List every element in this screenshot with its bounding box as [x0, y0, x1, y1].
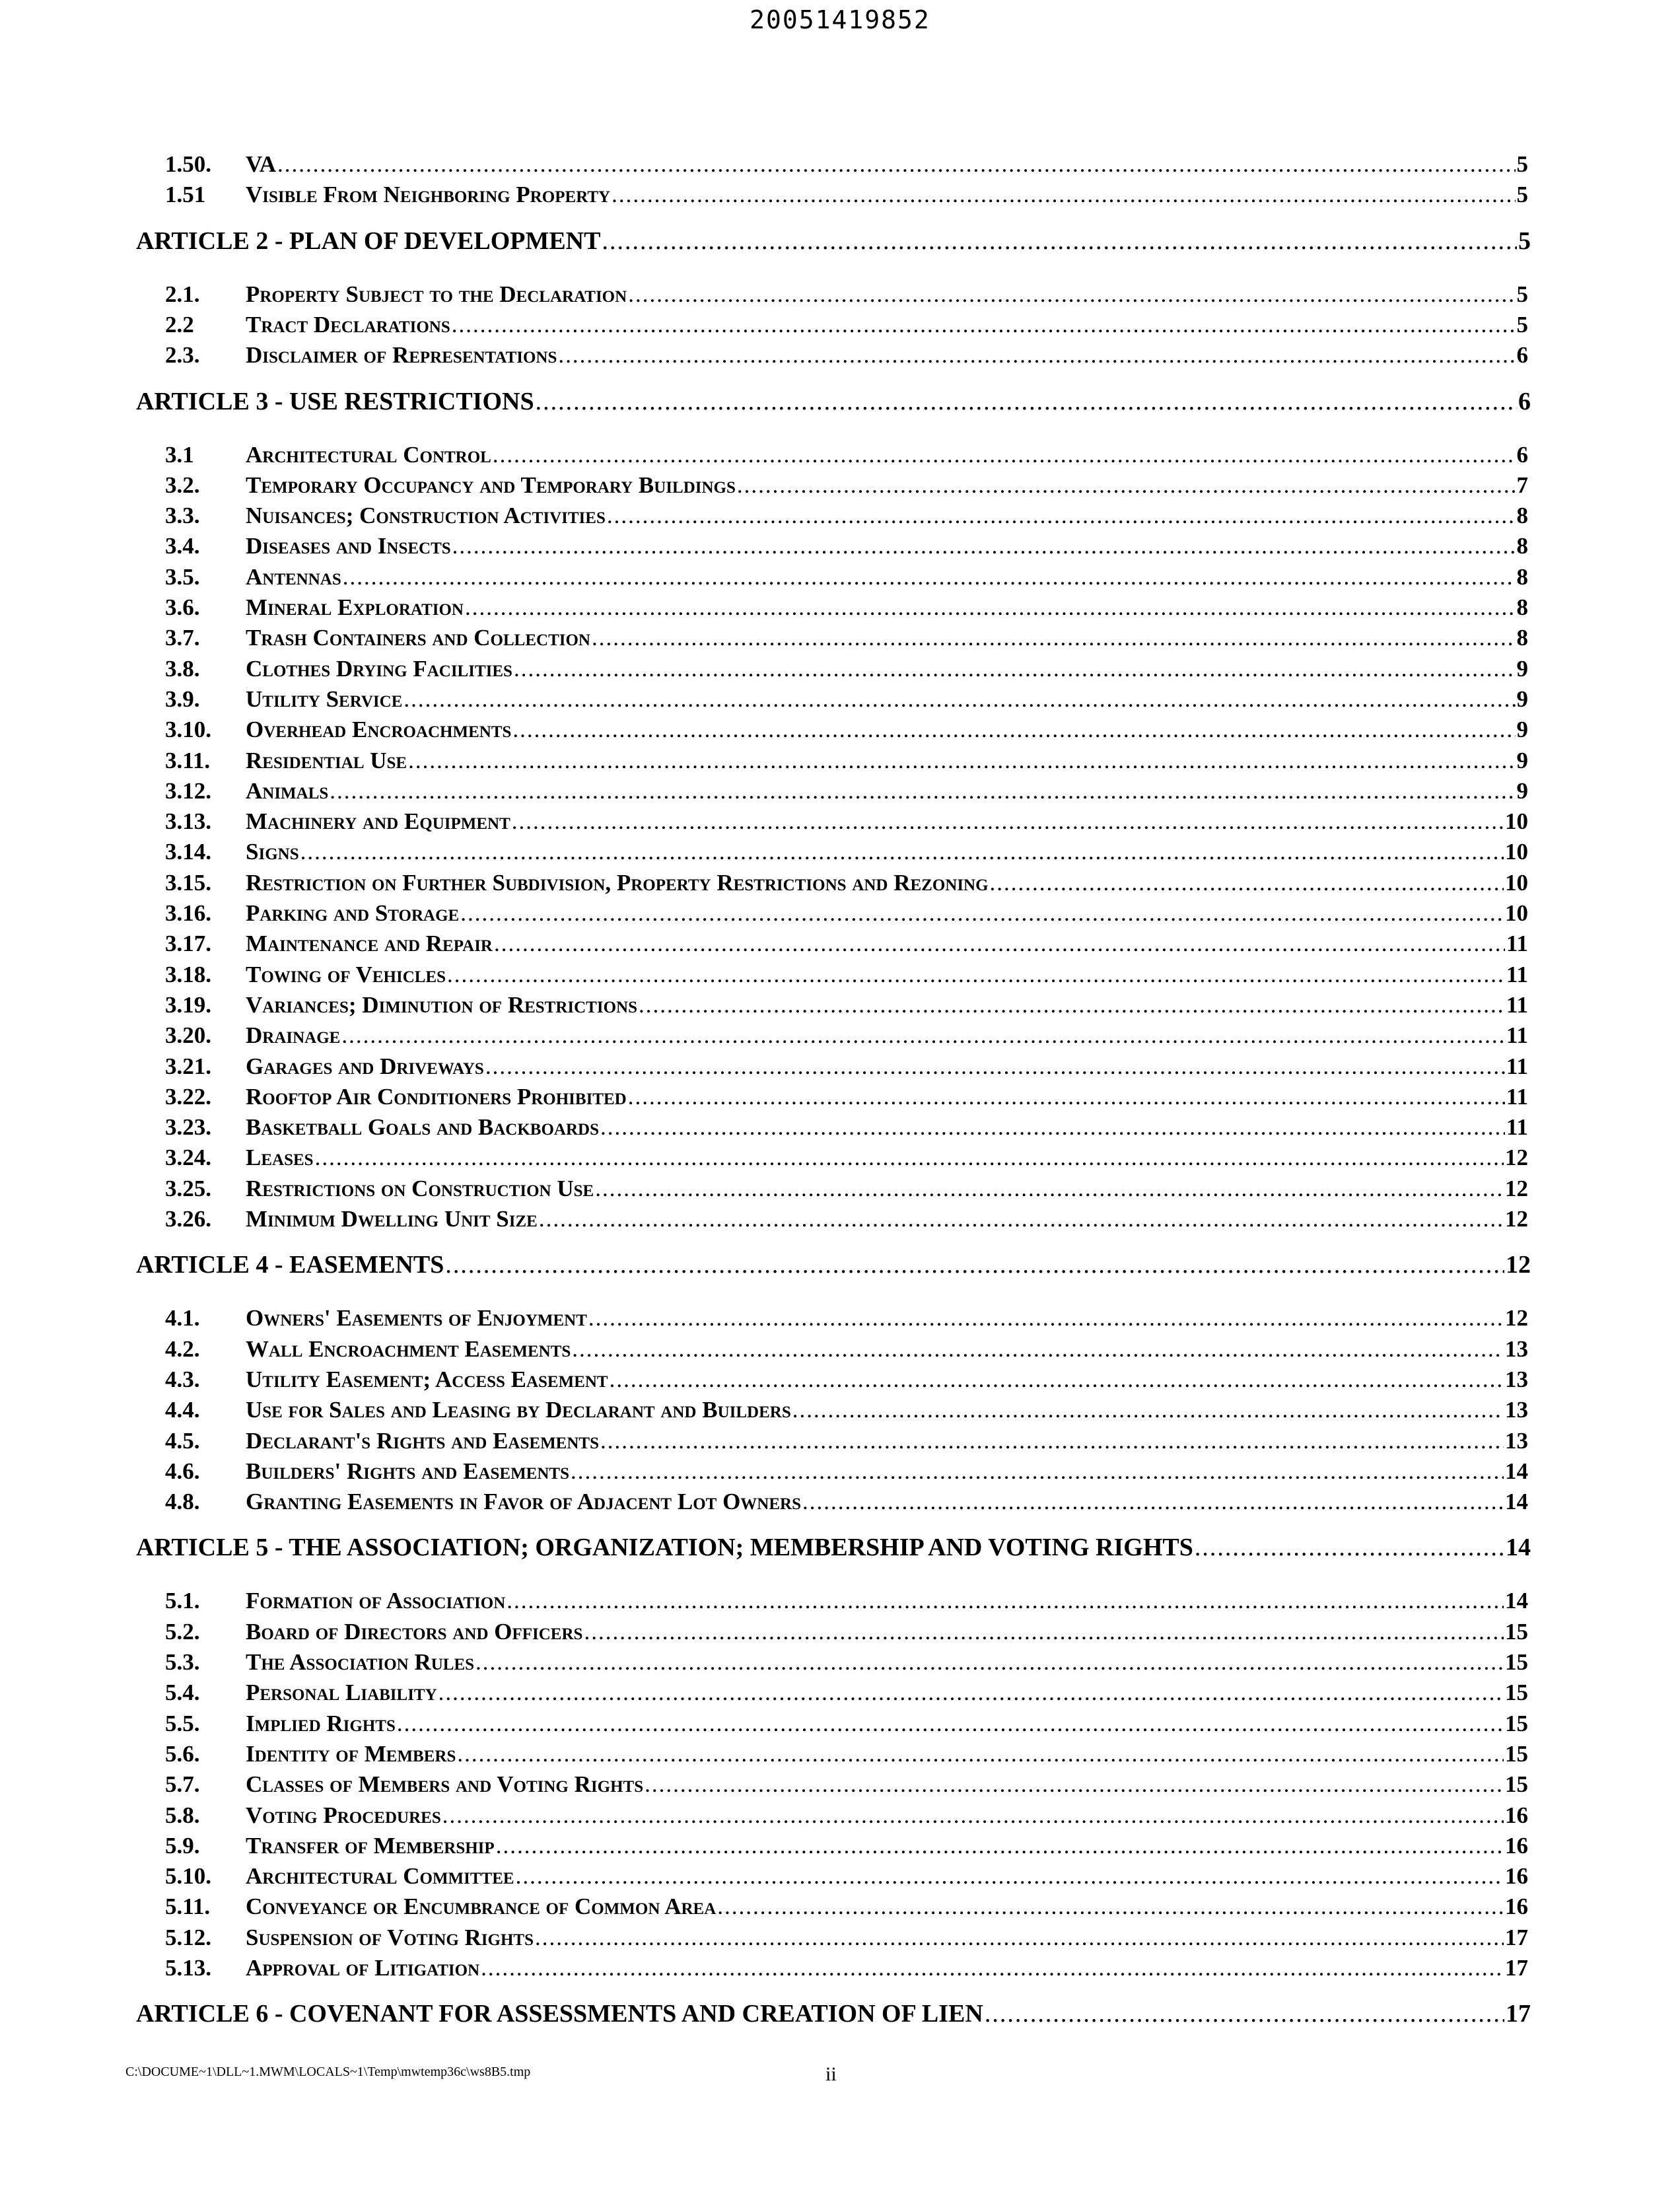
- toc-entry: [0, 1709, 1680, 1739]
- toc-entry: [0, 470, 1680, 501]
- dot-leader: [496, 1831, 1504, 1861]
- dot-leader: [639, 990, 1505, 1020]
- footer-file-path: C:\DOCUME~1\DLL~1.MWM\LOCALS~1\Temp\mwtemp36c\ws8B5.tmp: [125, 2065, 531, 2079]
- section-page-number: 11: [1506, 991, 1528, 1018]
- dot-leader: [1195, 1530, 1504, 1565]
- toc-entry: [0, 501, 1680, 531]
- toc-entry: [0, 1800, 1680, 1831]
- section-number: 2.3.: [165, 342, 200, 369]
- section-number: 3.5.: [165, 563, 200, 590]
- section-number: 3.4.: [165, 533, 200, 559]
- section-page-number: 16: [1505, 1863, 1528, 1890]
- dot-leader: [612, 180, 1515, 210]
- section-page-number: 14: [1505, 1489, 1528, 1515]
- toc-entry: [0, 592, 1680, 623]
- section-number: 5.10.: [165, 1863, 211, 1890]
- toc-entry: [0, 1395, 1680, 1425]
- section-number: 3.21.: [165, 1053, 211, 1079]
- dot-leader: [595, 1174, 1504, 1204]
- toc-entry: [0, 1143, 1680, 1173]
- section-page-number: 11: [1506, 1083, 1528, 1110]
- section-number: 5.1.: [165, 1588, 200, 1614]
- section-number: 1.50.: [165, 151, 211, 177]
- dot-leader: [990, 868, 1504, 898]
- toc-entry: [0, 310, 1680, 340]
- section-title: Voting Procedures: [246, 1802, 441, 1828]
- section-title: Declarant's Rights and Easements: [246, 1427, 599, 1454]
- dot-leader: [485, 1051, 1505, 1082]
- section-title: Suspension of Voting Rights: [246, 1924, 534, 1950]
- section-page-number: 9: [1516, 717, 1528, 743]
- section-title: Use for Sales and Leasing by Declarant and Builders: [246, 1397, 791, 1423]
- article-title: ARTICLE 4 - EASEMENTS: [136, 1251, 444, 1279]
- section-title: Antennas: [246, 563, 341, 590]
- section-page-number: 17: [1505, 1955, 1528, 1981]
- dot-leader: [516, 1861, 1504, 1892]
- toc-entry: [0, 1487, 1680, 1517]
- dot-leader: [452, 310, 1516, 340]
- dot-leader: [408, 746, 1515, 776]
- toc-entry: [0, 806, 1680, 837]
- article-title: ARTICLE 6 - COVENANT FOR ASSESSMENTS AND CREATION OF LIEN: [136, 2000, 983, 2028]
- dot-leader: [460, 898, 1504, 929]
- article-page-number: 17: [1506, 2000, 1531, 2028]
- toc-entry: [0, 1303, 1680, 1333]
- section-page-number: 13: [1505, 1427, 1528, 1454]
- toc-entry: [0, 562, 1680, 592]
- dot-leader: [343, 562, 1516, 592]
- dot-leader: [512, 806, 1504, 837]
- section-page-number: 14: [1505, 1588, 1528, 1614]
- dot-leader: [628, 1082, 1505, 1112]
- section-number: 3.19.: [165, 991, 211, 1018]
- section-page-number: 14: [1505, 1458, 1528, 1484]
- article-page-number: 6: [1518, 387, 1531, 415]
- section-number: 3.17.: [165, 931, 211, 957]
- section-number: 3.20.: [165, 1022, 211, 1049]
- toc-entry: [0, 1831, 1680, 1861]
- section-number: 3.22.: [165, 1083, 211, 1110]
- section-number: 3.26.: [165, 1206, 211, 1232]
- section-title: Minimum Dwelling Unit Size: [246, 1206, 538, 1232]
- section-title: Basketball Goals and Backboards: [246, 1114, 599, 1141]
- dot-leader: [600, 1112, 1505, 1143]
- article-page-number: 12: [1506, 1251, 1531, 1279]
- section-number: 2.1.: [165, 281, 200, 307]
- toc-entry: [0, 990, 1680, 1020]
- dot-leader: [447, 960, 1505, 990]
- section-page-number: 6: [1516, 441, 1528, 468]
- section-title: Approval of Litigation: [246, 1955, 480, 1981]
- section-page-number: 15: [1505, 1649, 1528, 1675]
- section-number: 4.4.: [165, 1397, 200, 1423]
- section-page-number: 12: [1505, 1145, 1528, 1171]
- toc-entry: [0, 1174, 1680, 1204]
- toc-entry: [0, 746, 1680, 776]
- toc-entry: [0, 1334, 1680, 1365]
- toc-article-heading: [0, 1248, 1680, 1282]
- section-title: Classes of Members and Voting Rights: [246, 1771, 644, 1798]
- toc-entry: [0, 623, 1680, 653]
- section-title: Residential Use: [246, 747, 407, 773]
- dot-leader: [330, 776, 1515, 806]
- section-title: Animals: [246, 777, 329, 804]
- section-page-number: 6: [1516, 342, 1528, 369]
- dot-leader: [300, 837, 1504, 867]
- section-page-number: 9: [1516, 686, 1528, 712]
- dot-leader: [717, 1892, 1504, 1922]
- section-number: 3.11.: [165, 747, 211, 773]
- section-title: The Association Rules: [246, 1649, 475, 1675]
- toc-entry: [0, 654, 1680, 684]
- section-title: Restrictions on Construction Use: [246, 1175, 594, 1201]
- dot-leader: [457, 1739, 1504, 1769]
- section-number: 4.6.: [165, 1458, 200, 1484]
- dot-leader: [600, 1426, 1504, 1456]
- dot-leader: [341, 1020, 1505, 1051]
- toc-entry: [0, 1112, 1680, 1143]
- section-number: 3.9.: [165, 686, 200, 712]
- section-title: Visible From Neighboring Property: [246, 182, 611, 208]
- dot-leader: [493, 440, 1516, 470]
- toc-entry: [0, 1892, 1680, 1922]
- toc-entry: [0, 340, 1680, 371]
- section-number: 5.13.: [165, 1955, 211, 1981]
- toc-entry: [0, 1082, 1680, 1112]
- section-page-number: 11: [1506, 961, 1528, 987]
- dot-leader: [438, 1678, 1504, 1708]
- section-number: 3.14.: [165, 839, 211, 865]
- section-page-number: 16: [1505, 1832, 1528, 1859]
- toc-entry: [0, 440, 1680, 470]
- toc-entry: [0, 149, 1680, 180]
- section-number: 1.51: [165, 182, 206, 208]
- section-number: 2.2: [165, 311, 194, 337]
- section-number: 3.1: [165, 441, 194, 468]
- section-page-number: 13: [1505, 1397, 1528, 1423]
- dot-leader: [445, 1248, 1504, 1282]
- dot-leader: [792, 1395, 1504, 1425]
- toc-entry: [0, 1051, 1680, 1082]
- dot-leader: [539, 1204, 1504, 1234]
- section-title: Parking and Storage: [246, 900, 460, 926]
- toc-entry: [0, 1923, 1680, 1953]
- dot-leader: [737, 470, 1516, 501]
- section-number: 3.18.: [165, 961, 211, 987]
- section-page-number: 15: [1505, 1710, 1528, 1736]
- section-number: 3.25.: [165, 1175, 211, 1201]
- section-number: 5.7.: [165, 1771, 200, 1798]
- section-title: Restriction on Further Subdivision, Property Restrictions and Rezoning: [246, 869, 989, 896]
- toc-article-heading: [0, 224, 1680, 258]
- toc-entry: [0, 1365, 1680, 1395]
- section-page-number: 5: [1516, 281, 1528, 307]
- section-number: 3.12.: [165, 777, 211, 804]
- toc-entry: [0, 1586, 1680, 1616]
- section-title: Utility Service: [246, 686, 403, 712]
- toc-entry: [0, 837, 1680, 867]
- section-page-number: 10: [1505, 869, 1528, 896]
- section-title: Builders' Rights and Easements: [246, 1458, 569, 1484]
- dot-leader: [452, 531, 1516, 561]
- section-number: 5.9.: [165, 1832, 200, 1859]
- section-page-number: 12: [1505, 1175, 1528, 1201]
- toc-entry: [0, 1456, 1680, 1487]
- section-title: Board of Directors and Officers: [246, 1618, 583, 1645]
- section-title: Utility Easement; Access Easement: [246, 1366, 608, 1392]
- section-title: Formation of Association: [246, 1588, 506, 1614]
- section-title: Mineral Exploration: [246, 594, 464, 620]
- dot-leader: [494, 929, 1505, 959]
- section-title: Nuisances; Construction Activities: [246, 503, 606, 529]
- section-number: 5.8.: [165, 1802, 200, 1828]
- section-title: Rooftop Air Conditioners Prohibited: [246, 1083, 627, 1110]
- dot-leader: [315, 1143, 1504, 1173]
- section-number: 5.6.: [165, 1740, 200, 1767]
- section-page-number: 17: [1505, 1924, 1528, 1950]
- toc-entry: [0, 715, 1680, 745]
- section-page-number: 13: [1505, 1335, 1528, 1362]
- section-page-number: 5: [1516, 151, 1528, 177]
- section-title: Machinery and Equipment: [246, 808, 510, 835]
- toc-entry: [0, 776, 1680, 806]
- section-page-number: 15: [1505, 1618, 1528, 1645]
- dot-leader: [610, 1365, 1504, 1395]
- section-page-number: 10: [1505, 900, 1528, 926]
- section-number: 3.23.: [165, 1114, 211, 1141]
- section-page-number: 9: [1516, 747, 1528, 773]
- toc-entry: [0, 868, 1680, 898]
- section-number: 5.4.: [165, 1680, 200, 1706]
- dot-leader: [481, 1953, 1504, 1983]
- section-number: 3.15.: [165, 869, 211, 896]
- dot-leader: [475, 1647, 1504, 1678]
- section-page-number: 15: [1505, 1740, 1528, 1767]
- section-page-number: 12: [1505, 1206, 1528, 1232]
- section-page-number: 5: [1516, 182, 1528, 208]
- section-page-number: 8: [1516, 625, 1528, 651]
- section-page-number: 15: [1505, 1771, 1528, 1798]
- article-title: ARTICLE 3 - USE RESTRICTIONS: [136, 387, 534, 415]
- section-page-number: 5: [1516, 311, 1528, 337]
- dot-leader: [514, 654, 1516, 684]
- dot-leader: [403, 684, 1515, 715]
- section-number: 4.3.: [165, 1366, 200, 1392]
- section-number: 3.10.: [165, 717, 211, 743]
- section-title: Architectural Committee: [246, 1863, 514, 1890]
- section-page-number: 8: [1516, 563, 1528, 590]
- toc-entry: [0, 180, 1680, 210]
- section-number: 4.5.: [165, 1427, 200, 1454]
- section-title: Garages and Driveways: [246, 1053, 484, 1079]
- article-title: ARTICLE 2 - PLAN OF DEVELOPMENT: [136, 227, 601, 255]
- dot-leader: [571, 1456, 1504, 1487]
- section-number: 3.13.: [165, 808, 211, 835]
- section-page-number: 8: [1516, 503, 1528, 529]
- section-page-number: 8: [1516, 533, 1528, 559]
- section-title: Conveyance or Encumbrance of Common Area: [246, 1894, 717, 1920]
- section-title: Wall Encroachment Easements: [246, 1335, 571, 1362]
- section-page-number: 10: [1505, 839, 1528, 865]
- section-number: 3.6.: [165, 594, 200, 620]
- toc-article-heading: [0, 1997, 1680, 2031]
- section-title: Leases: [246, 1145, 314, 1171]
- dot-leader: [645, 1769, 1504, 1800]
- toc-entry: [0, 898, 1680, 929]
- section-title: Maintenance and Repair: [246, 931, 493, 957]
- section-title: VA: [246, 151, 277, 177]
- section-title: Signs: [246, 839, 299, 865]
- dot-leader: [588, 1303, 1504, 1333]
- toc-entry: [0, 960, 1680, 990]
- section-page-number: 9: [1516, 777, 1528, 804]
- section-title: Property Subject to the Declaration: [246, 281, 627, 307]
- section-number: 5.5.: [165, 1710, 200, 1736]
- article-page-number: 5: [1518, 227, 1531, 255]
- section-page-number: 8: [1516, 594, 1528, 620]
- section-page-number: 11: [1506, 1053, 1528, 1079]
- section-page-number: 16: [1505, 1802, 1528, 1828]
- dot-leader: [802, 1487, 1504, 1517]
- dot-leader: [602, 224, 1517, 258]
- section-title: Variances; Diminution of Restrictions: [246, 991, 637, 1018]
- section-number: 4.1.: [165, 1305, 200, 1331]
- section-number: 3.3.: [165, 503, 200, 529]
- section-title: Tract Declarations: [246, 311, 450, 337]
- section-title: Identity of Members: [246, 1740, 456, 1767]
- document-number: 20051419852: [750, 5, 930, 34]
- section-page-number: 13: [1505, 1366, 1528, 1392]
- section-title: Implied Rights: [246, 1710, 396, 1736]
- toc-entry: [0, 1020, 1680, 1051]
- toc-entry: [0, 1861, 1680, 1892]
- section-page-number: 10: [1505, 808, 1528, 835]
- section-number: 4.2.: [165, 1335, 200, 1362]
- section-title: Towing of Vehicles: [246, 961, 446, 987]
- section-title: Owners' Easements of Enjoyment: [246, 1305, 587, 1331]
- section-page-number: 16: [1505, 1894, 1528, 1920]
- toc-entry: [0, 1204, 1680, 1234]
- section-page-number: 15: [1505, 1680, 1528, 1706]
- section-page-number: 11: [1506, 1022, 1528, 1049]
- section-page-number: 7: [1516, 472, 1528, 498]
- section-title: Granting Easements in Favor of Adjacent Lot Owners: [246, 1489, 801, 1515]
- dot-leader: [558, 340, 1515, 371]
- dot-leader: [465, 592, 1516, 623]
- toc-entry: [0, 1678, 1680, 1708]
- section-number: 3.7.: [165, 625, 200, 651]
- toc-entry: [0, 1953, 1680, 1983]
- toc-entry: [0, 531, 1680, 561]
- dot-leader: [607, 501, 1516, 531]
- toc-article-heading: [0, 1530, 1680, 1565]
- section-page-number: 9: [1516, 655, 1528, 682]
- section-number: 3.2.: [165, 472, 200, 498]
- dot-leader: [512, 715, 1515, 745]
- section-title: Trash Containers and Collection: [246, 625, 590, 651]
- section-title: Transfer of Membership: [246, 1832, 495, 1859]
- section-number: 3.8.: [165, 655, 200, 682]
- section-page-number: 11: [1506, 931, 1528, 957]
- section-number: 5.2.: [165, 1618, 200, 1645]
- toc-entry: [0, 929, 1680, 959]
- article-page-number: 14: [1506, 1534, 1531, 1562]
- section-number: 4.8.: [165, 1489, 200, 1515]
- section-number: 5.3.: [165, 1649, 200, 1675]
- section-page-number: 11: [1506, 1114, 1528, 1141]
- dot-leader: [536, 384, 1517, 419]
- toc-entry: [0, 1769, 1680, 1800]
- dot-leader: [397, 1709, 1504, 1739]
- toc-entry: [0, 1739, 1680, 1769]
- toc-entry: [0, 279, 1680, 310]
- section-title: Diseases and Insects: [246, 533, 451, 559]
- toc-entry: [0, 1647, 1680, 1678]
- section-number: 3.16.: [165, 900, 211, 926]
- section-title: Drainage: [246, 1022, 341, 1049]
- dot-leader: [277, 149, 1515, 180]
- toc-entry: [0, 1617, 1680, 1647]
- section-title: Clothes Drying Facilities: [246, 655, 512, 682]
- toc-entry: [0, 1426, 1680, 1456]
- section-title: Overhead Encroachments: [246, 717, 512, 743]
- section-title: Architectural Control: [246, 441, 491, 468]
- toc-article-heading: [0, 384, 1680, 419]
- section-page-number: 12: [1505, 1305, 1528, 1331]
- section-number: 5.12.: [165, 1924, 211, 1950]
- section-title: Personal Liability: [246, 1680, 437, 1706]
- section-number: 5.11.: [165, 1894, 211, 1920]
- dot-leader: [507, 1586, 1504, 1616]
- dot-leader: [628, 279, 1515, 310]
- section-title: Temporary Occupancy and Temporary Buildings: [246, 472, 736, 498]
- footer-page-number: ii: [825, 2063, 837, 2085]
- dot-leader: [442, 1800, 1504, 1831]
- dot-leader: [535, 1923, 1504, 1953]
- toc-entry: [0, 684, 1680, 715]
- section-title: Disclaimer of Representations: [246, 342, 557, 369]
- dot-leader: [572, 1334, 1504, 1365]
- dot-leader: [985, 1997, 1504, 2031]
- dot-leader: [584, 1617, 1504, 1647]
- article-title: ARTICLE 5 - THE ASSOCIATION; ORGANIZATION; MEMBERSHIP AND VOTING RIGHTS: [136, 1534, 1193, 1562]
- dot-leader: [592, 623, 1516, 653]
- section-number: 3.24.: [165, 1145, 211, 1171]
